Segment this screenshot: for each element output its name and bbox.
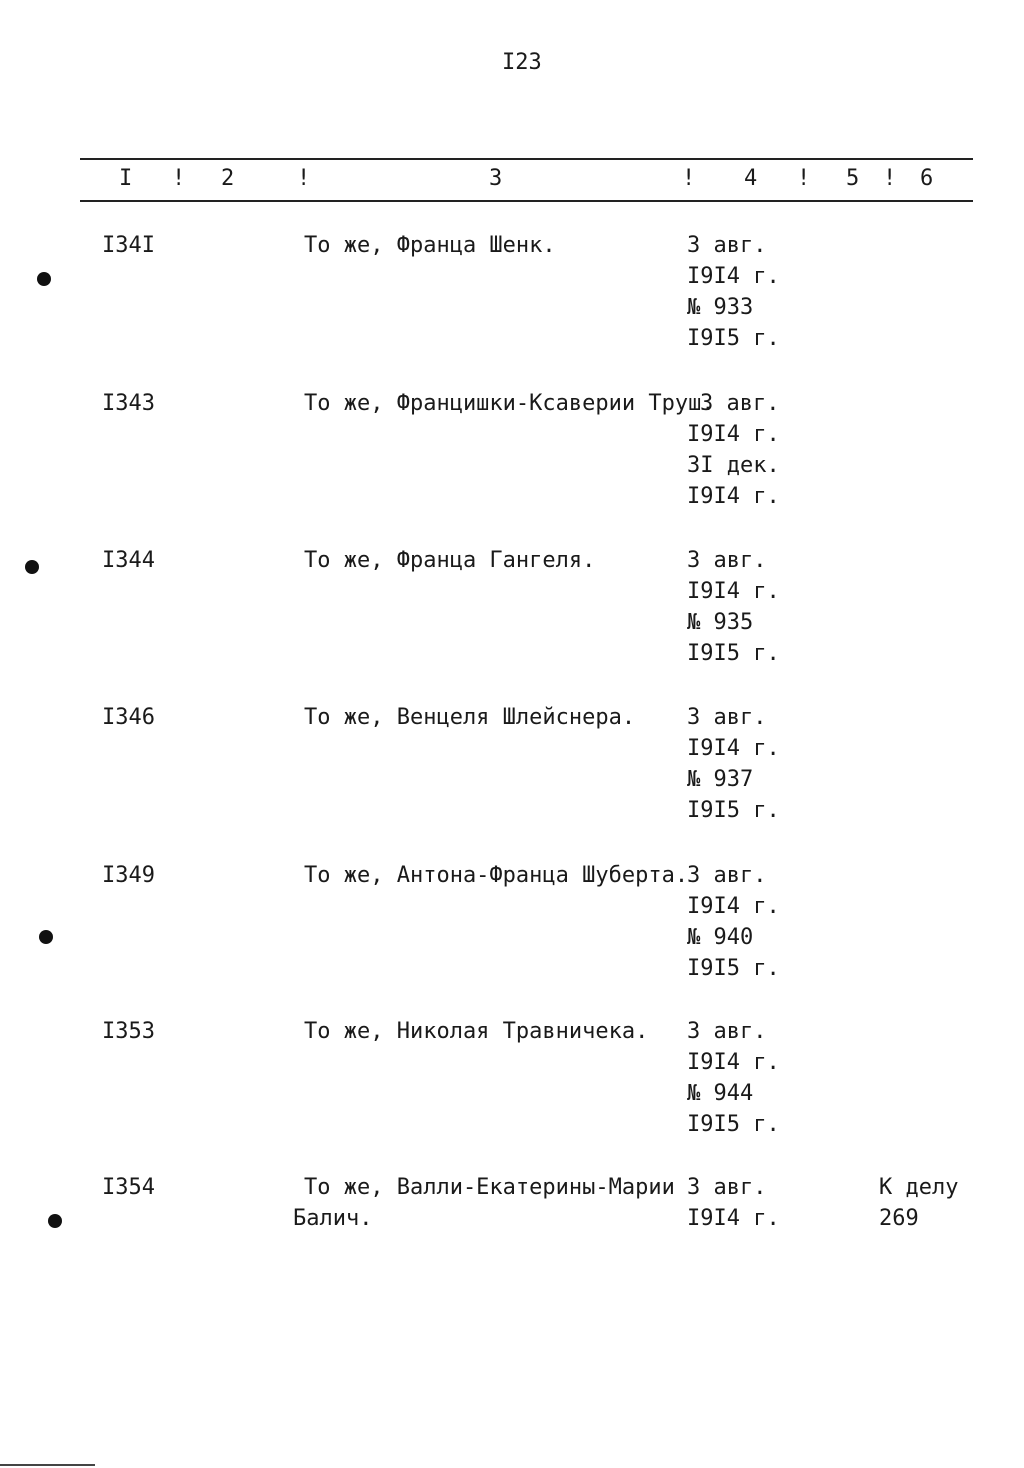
column-header-1: I (119, 166, 133, 191)
entry-date (687, 419, 780, 512)
entry-date (687, 1016, 780, 1140)
date-line: I9I5 г. (687, 1112, 780, 1137)
date-line: № 935 (687, 610, 754, 635)
column-separator: ! (172, 166, 186, 191)
date-line: 3 авг. (687, 863, 767, 888)
entry-date (687, 230, 780, 354)
entry-date (700, 388, 779, 419)
header-bottom-rule (80, 200, 973, 202)
entry-number: I353 (102, 1019, 155, 1044)
punch-hole-mark (39, 930, 53, 944)
column-separator: ! (797, 166, 811, 191)
entry-description-continuation: Балич. (293, 1206, 373, 1231)
entry-number: I344 (102, 548, 155, 573)
date-line: I9I4 г. (687, 894, 780, 919)
date-line: № 937 (687, 767, 754, 792)
column-separator: ! (883, 166, 897, 191)
column-separator: ! (297, 166, 311, 191)
entry-number: I349 (102, 863, 155, 888)
date-line: I9I4 г. (687, 736, 780, 761)
entry-date (687, 545, 780, 669)
column-header-4: 4 (744, 166, 758, 191)
entry-description: То же, Франца Гангеля. (304, 548, 596, 573)
entry-number: I346 (102, 705, 155, 730)
date-line: I9I4 г. (687, 264, 780, 289)
date-line: I9I4 г. (687, 1206, 780, 1231)
date-line: 3 авг. (687, 1175, 767, 1200)
header-top-rule (80, 158, 973, 160)
date-line: I9I5 г. (687, 798, 780, 823)
entry-date (687, 860, 780, 984)
entry-date (687, 702, 780, 826)
date-line: 3I дек. (687, 453, 780, 478)
date-line: № 944 (687, 1081, 754, 1106)
punch-hole-mark (48, 1214, 62, 1228)
column-header-6: 6 (920, 166, 934, 191)
entry-description: То же, Францишки-Ксаверии Труш. (304, 391, 715, 416)
date-line: 3 авг. (687, 233, 767, 258)
date-line: 3 авг. (687, 548, 767, 573)
date-line: 3 авг. (700, 391, 780, 416)
date-line: I9I5 г. (687, 326, 780, 351)
entry-description: То же, Антона-Франца Шуберта. (304, 863, 689, 888)
entry-description: То же, Венцеля Шлейснера. (304, 705, 636, 730)
column-header-2: 2 (221, 166, 235, 191)
date-line: I9I5 г. (687, 641, 780, 666)
column-header-5: 5 (846, 166, 860, 191)
page-edge-mark (0, 1464, 95, 1466)
date-line: № 940 (687, 925, 754, 950)
date-line: I9I4 г. (687, 579, 780, 604)
entry-description: То же, Валли-Екатерины-Марии (304, 1175, 675, 1200)
column-header-3: 3 (489, 166, 503, 191)
page-number: I23 (502, 50, 542, 75)
punch-hole-mark (25, 560, 39, 574)
entry-number: I354 (102, 1175, 155, 1200)
entry-number: I34I (102, 233, 155, 258)
entry-note (879, 1172, 958, 1234)
date-line: 3 авг. (687, 705, 767, 730)
entry-description: То же, Николая Травничека. (304, 1019, 649, 1044)
date-line: I9I5 г. (687, 956, 780, 981)
note-line: К делу (879, 1175, 959, 1200)
punch-hole-mark (37, 272, 51, 286)
date-line: № 933 (687, 295, 754, 320)
entry-date (687, 1172, 780, 1234)
date-line: I9I4 г. (687, 484, 780, 509)
entry-number: I343 (102, 391, 155, 416)
note-line: 269 (879, 1206, 919, 1231)
column-separator: ! (682, 166, 696, 191)
date-line: I9I4 г. (687, 1050, 780, 1075)
date-line: I9I4 г. (687, 422, 780, 447)
date-line: 3 авг. (687, 1019, 767, 1044)
entry-description: То же, Франца Шенк. (304, 233, 556, 258)
